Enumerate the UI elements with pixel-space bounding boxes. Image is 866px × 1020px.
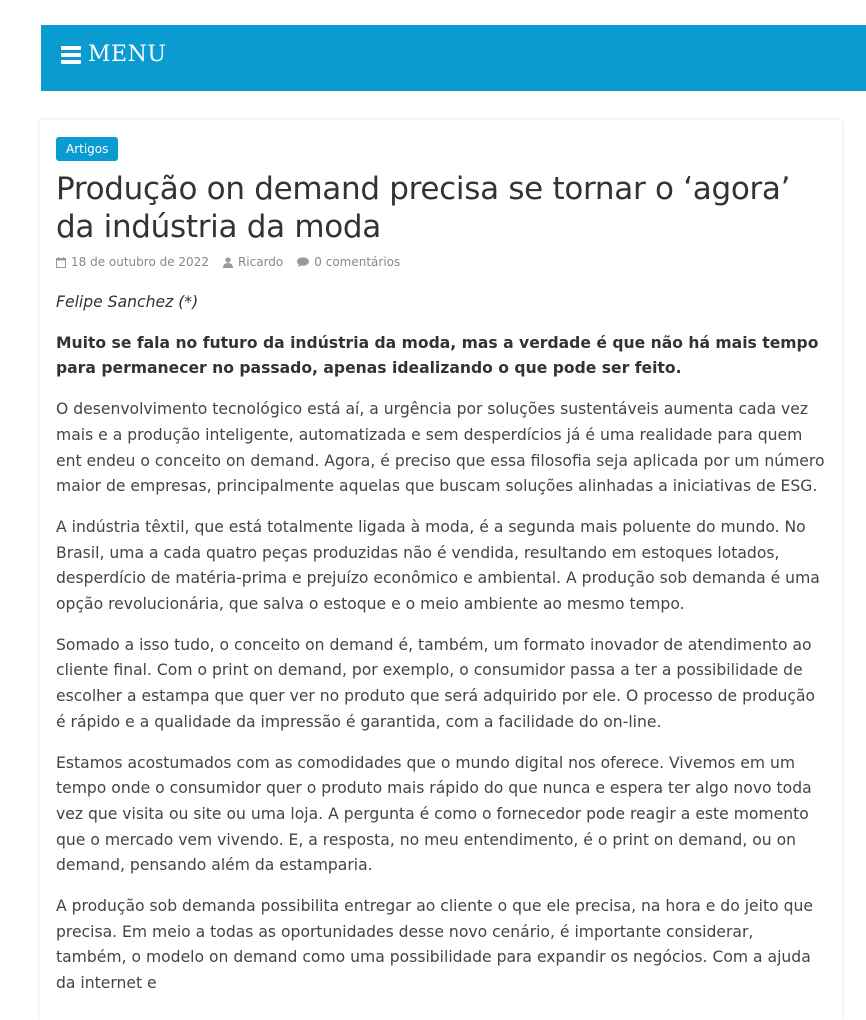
body-paragraph: O desenvolvimento tecnológico está aí, a urgência por soluções sustentáveis aumenta cada vez mais e a produção inteligente, automatizada e sem desperdícios já é uma realidade para quem ent endeu o conceito on demand. Agora, é preciso que essa filosofia seja aplicada por um número maior de empresas, principalmente aquelas que buscam soluções alinhadas a iniciativas de ESG.	[56, 400, 825, 496]
comment-icon	[297, 257, 309, 267]
body-paragraph: Estamos acostumados com as comodidades que o mundo digital nos oferece. Vivemos em um tempo onde o consumidor quer o produto mais rápido do que nunca e espera ter algo novo toda vez que visita ou site ou uma loja. A pergunta é como o fornecedor pode reagir a este momento que o mercado vem vivendo. E, a resposta, no meu entendimento, é o print on demand, ou on demand, pensando além da estamparia.	[56, 753, 812, 875]
post-date[interactable]	[56, 255, 209, 269]
post-body	[56, 290, 826, 997]
menu-label: MENU	[88, 42, 167, 67]
author-line: Felipe Sanchez (*)	[56, 293, 199, 311]
post-date-text: 18 de outubro de 2022	[71, 255, 209, 269]
main-navigation-bar	[41, 25, 866, 91]
bars-icon	[61, 46, 81, 64]
user-icon	[223, 257, 233, 268]
lead-paragraph: Muito se fala no futuro da indústria da moda, mas a verdade é que não há mais tempo para permanecer no passado, apenas idealizando o que pode ser feito.	[56, 333, 819, 378]
body-paragraph: Somado a isso tudo, o conceito on demand é, também, um formato inovador de atendimento ao cliente final. Com o print on demand, por exemplo, o consumidor passa a ter a possibilidade de escolher a estampa que quer ver no produto que será adquirido por ele. O processo de produção é rápido e a qualidade da impressão é garantida, com a facilidade do on-line.	[56, 635, 816, 731]
body-paragraph: A produção sob demanda possibilita entregar ao cliente o que ele precisa, na hora e do jeito que precisa. Em meio a todas as oportunidades desse novo cenário, é importante considerar, também, o modelo on demand como uma possibilidade para expandir os negócios. Com a ajuda da internet e	[56, 897, 813, 993]
calendar-icon	[56, 257, 66, 268]
body-paragraph: A indústria têxtil, que está totalmente ligada à moda, é a segunda mais poluente do mundo. No Brasil, uma a cada quatro peças produzidas não é vendida, resultando em estoques lotados, desperdício de matéria-prima e prejuízo econômico e ambiental. A produção sob demanda é uma opção revolucionária, que salva o estoque e o meio ambiente ao mesmo tempo.	[56, 517, 820, 614]
post-comments[interactable]	[297, 255, 400, 269]
category-badge[interactable]: Artigos	[56, 137, 118, 161]
post-comments-text: 0 comentários	[314, 255, 401, 269]
menu-toggle-button[interactable]	[61, 42, 166, 67]
post-meta	[56, 255, 826, 269]
post-author[interactable]	[223, 255, 283, 269]
post-title: Produção on demand precisa se tornar o ‘agora’ da indústria da moda	[56, 171, 791, 245]
post-author-text: Ricardo	[237, 255, 284, 269]
post-card	[40, 120, 842, 1020]
